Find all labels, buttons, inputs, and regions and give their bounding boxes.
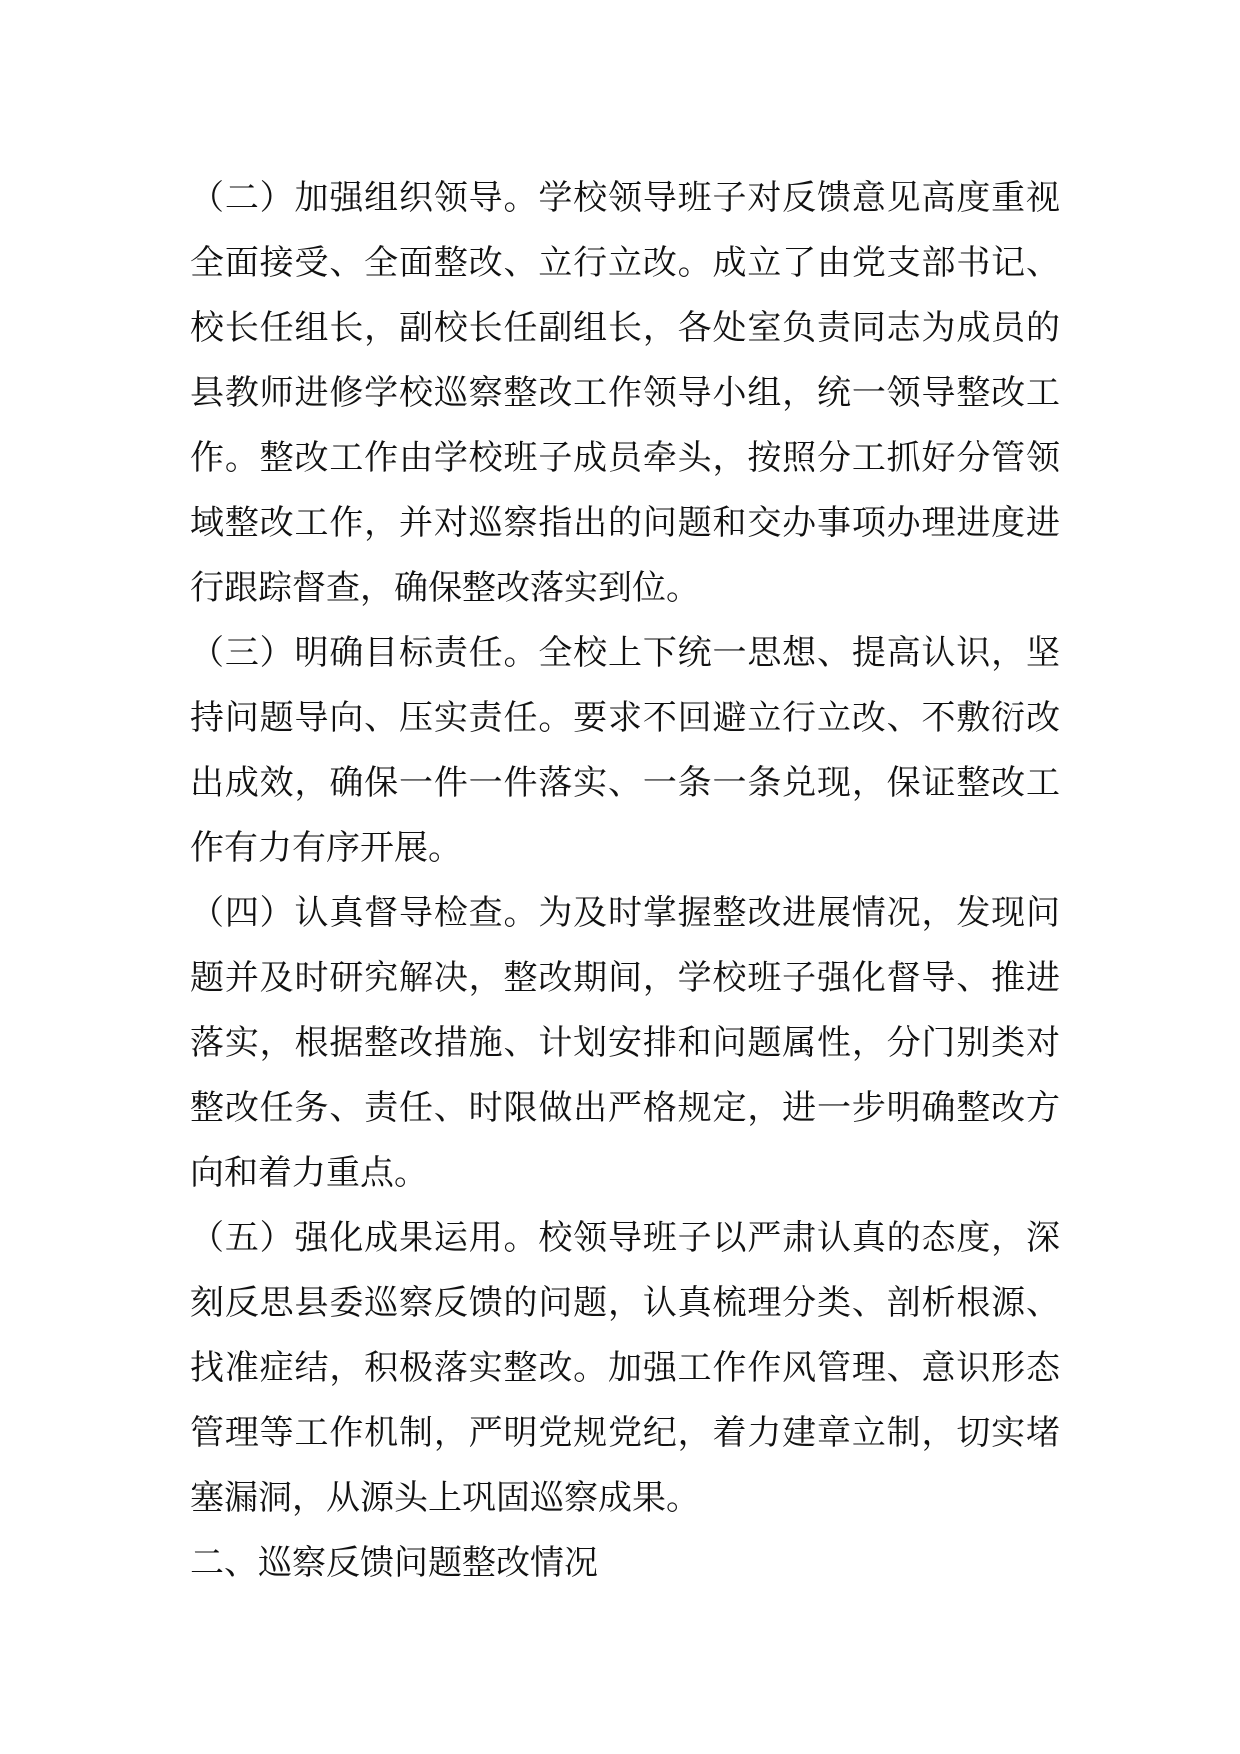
text-line: 行跟踪督查，确保整改落实到位。: [190, 568, 700, 608]
text-line: 县教师进修学校巡察整改工作领导小组，统一领导整改工: [190, 373, 1060, 413]
text-line: （四）认真督导检查。为及时掌握整改进展情况，发现问: [190, 893, 1060, 933]
text-line: 找准症结，积极落实整改。加强工作作风管理、意识形态: [190, 1348, 1060, 1388]
text-line: 全面接受、全面整改、立行立改。成立了由党支部书记、: [190, 243, 1060, 283]
text-line: 塞漏洞，从源头上巩固巡察成果。: [190, 1478, 700, 1518]
text-line: 题并及时研究解决，整改期间，学校班子强化督导、推进: [190, 958, 1060, 998]
text-line: 作。整改工作由学校班子成员牵头，按照分工抓好分管领: [190, 438, 1060, 478]
document-page: [190, 166, 1060, 1596]
text-line: 管理等工作机制，严明党规党纪，着力建章立制，切实堵: [190, 1413, 1060, 1453]
text-line: 作有力有序开展。: [190, 828, 462, 868]
text-line: 出成效，确保一件一件落实、一条一条兑现，保证整改工: [190, 763, 1060, 803]
text-line: 落实，根据整改措施、计划安排和问题属性，分门别类对: [190, 1023, 1060, 1063]
text-line: （二）加强组织领导。学校领导班子对反馈意见高度重视: [190, 178, 1060, 218]
section-heading: 二、巡察反馈问题整改情况: [190, 1543, 598, 1583]
text-line: 刻反思县委巡察反馈的问题，认真梳理分类、剖析根源、: [190, 1283, 1060, 1323]
text-line: 整改任务、责任、时限做出严格规定，进一步明确整改方: [190, 1088, 1060, 1128]
text-line: 校长任组长，副校长任副组长，各处室负责同志为成员的: [190, 308, 1060, 348]
text-line: 向和着力重点。: [190, 1153, 428, 1193]
text-line: （五）强化成果运用。校领导班子以严肃认真的态度，深: [190, 1218, 1060, 1258]
text-line: （三）明确目标责任。全校上下统一思想、提高认识，坚: [190, 633, 1060, 673]
text-line: 持问题导向、压实责任。要求不回避立行立改、不敷衍改: [190, 698, 1060, 738]
text-line: 域整改工作，并对巡察指出的问题和交办事项办理进度进: [190, 503, 1060, 543]
